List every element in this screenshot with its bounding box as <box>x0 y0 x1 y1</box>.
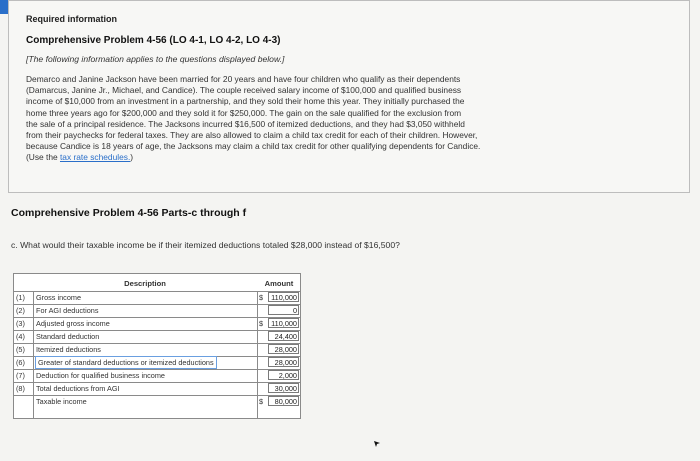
table-row <box>14 304 300 317</box>
table-row <box>14 343 300 356</box>
amount-input[interactable]: 110,000 <box>268 292 299 302</box>
amount-input[interactable]: 110,000 <box>268 318 299 328</box>
line-prefix: (Use the <box>26 152 60 163</box>
amount-input[interactable]: 0 <box>268 305 299 315</box>
row-number: (8) <box>16 384 25 393</box>
paragraph-line: (Damarcus, Janine Jr., Michael, and Candice). The couple received salary income of $100,000 and qualified business <box>26 85 462 96</box>
amount-input[interactable]: 28,000 <box>268 357 299 367</box>
paragraph-line <box>26 152 662 163</box>
currency-symbol: $ <box>259 319 264 328</box>
row-label: Adjusted gross income <box>36 319 110 328</box>
question-c: c. What would their taxable income be if their itemized deductions totaled $28,000 instead of $16,500? <box>11 240 400 250</box>
table-row <box>14 382 300 395</box>
row-label: Greater of standard deductions or itemized deductions <box>35 356 217 369</box>
row-label: Taxable income <box>36 397 87 406</box>
amount-input[interactable]: 80,000 <box>268 396 299 406</box>
mouse-cursor-icon <box>373 440 381 448</box>
row-label: For AGI deductions <box>36 306 99 315</box>
paragraph-line: home three years ago for $200,000 and they sold it for $250,000. The gain on the sale qualified for the exclusion from <box>26 107 462 118</box>
row-number: (2) <box>16 306 25 315</box>
taxable-income-table <box>13 273 301 419</box>
problem-title: Comprehensive Problem 4-56 (LO 4-1, LO 4-2, LO 4-3) <box>26 35 281 46</box>
row-label: Total deductions from AGI <box>36 384 120 393</box>
tax-rate-schedules-link[interactable]: tax rate schedules. <box>59 152 131 163</box>
amount-input[interactable]: 28,000 <box>268 344 299 354</box>
table-row <box>14 369 300 382</box>
table-row <box>14 291 300 304</box>
row-number: (6) <box>16 358 25 367</box>
parts-title: Comprehensive Problem 4-56 Parts-c through f <box>11 207 247 219</box>
paragraph-line: the sale of a principal residence. The Jacksons incurred $16,500 of itemized deductions, and they had $3,050 withheld <box>26 118 465 129</box>
amount-input[interactable]: 24,400 <box>268 331 299 341</box>
row-label: Gross income <box>36 293 82 302</box>
line-suffix: ) <box>130 152 134 163</box>
row-number: (1) <box>16 293 25 302</box>
paragraph-line: from their paychecks for federal taxes. They are also allowed to claim a child tax credit for each of their children. However, <box>26 130 478 141</box>
info-note: [The following information applies to the questions displayed below.] <box>26 54 285 64</box>
row-label: Standard deduction <box>36 332 100 341</box>
header-amount: Amount <box>264 279 294 288</box>
row-label: Deduction for qualified business income <box>36 371 165 380</box>
table-row <box>14 330 300 343</box>
table-row <box>14 356 300 369</box>
row-number: (7) <box>16 371 25 380</box>
row-number: (3) <box>16 319 25 328</box>
row-label: Itemized deductions <box>36 345 101 354</box>
table-header <box>14 274 300 291</box>
paragraph-line: because Candice is 18 years of age, the Jacksons may claim a child tax credit for other qualifying dependents for Candice. <box>26 141 481 152</box>
table-row <box>14 395 300 408</box>
row-number: (4) <box>16 332 25 341</box>
problem-description <box>26 74 662 164</box>
paragraph-line: income of $10,000 from an investment in a partnership, and they sold their home this year. They initially purchased the <box>26 96 465 107</box>
table-row <box>14 317 300 330</box>
amount-input[interactable]: 2,000 <box>268 370 299 380</box>
required-information-heading: Required information <box>26 14 118 24</box>
currency-symbol: $ <box>259 293 264 302</box>
paragraph-line: Demarco and Janine Jackson have been married for 20 years and have four children who qualify as their dependents <box>26 74 461 84</box>
amount-input[interactable]: 30,000 <box>268 383 299 393</box>
row-number: (5) <box>16 345 25 354</box>
currency-symbol: $ <box>259 397 264 406</box>
header-description: Description <box>124 279 166 288</box>
